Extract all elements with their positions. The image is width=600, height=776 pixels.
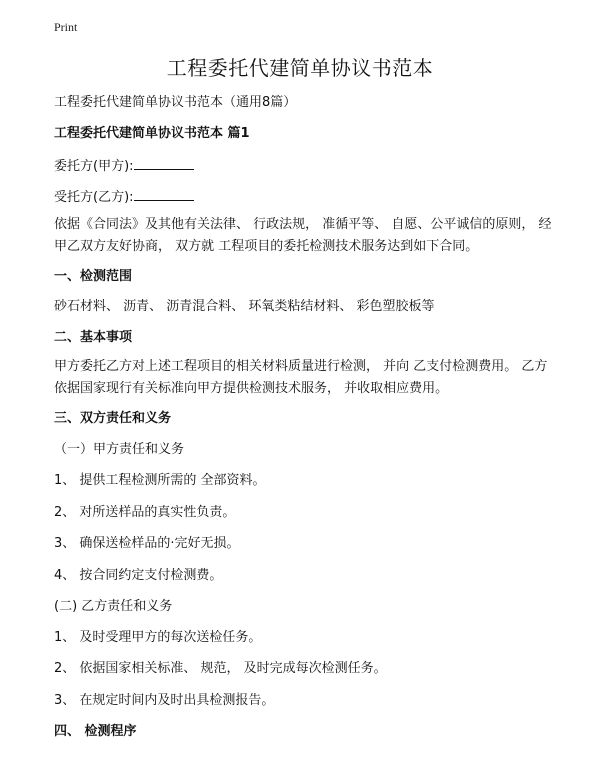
intro-paragraph: 依据《合同法》及其他有关法律、 行政法规， 准循平等、 自愿、公平诚信的原则， 经甲乙双方友好协商， 双方就 工程项目的委托检测技术服务达到如下合同。	[54, 217, 552, 254]
party-b-field	[54, 187, 194, 207]
list-item: 4、 按合同约定支付检测费。	[54, 568, 223, 583]
scope-text: 砂石材料、 沥青、 沥青混合料、 环氧类粘结材料、 彩色塑胶板等	[54, 299, 435, 314]
list-item: 3、 确保送检样品的·完好无损。	[54, 536, 240, 551]
list-item: 2、 对所送样品的真实性负责。	[54, 505, 236, 520]
section-heading: 工程委托代建简单协议书范本 篇1	[54, 126, 250, 141]
heading-scope: 一、检测范围	[54, 269, 133, 284]
list-item: 1、 及时受理甲方的每次送检任务。	[54, 630, 262, 645]
heading-procedure: 四、 检测程序	[54, 724, 137, 739]
list-item: 1、 提供工程检测所需的 全部资料。	[54, 473, 266, 488]
party-a-duties-heading: （一）甲方责任和义务	[54, 442, 185, 457]
list-item: 2、 依据国家相关标准、 规范， 及时完成每次检测任务。	[54, 661, 387, 676]
basic-paragraph: 甲方委托乙方对上述工程项目的相关材料质量进行检测， 并向 乙支付检测费用。 乙方依据国家现行有关标准向甲方提供检测技术服务， 并收取相应费用。	[54, 359, 548, 396]
party-b-label: 受托方(乙方):	[54, 190, 134, 205]
party-b-blank	[134, 187, 194, 201]
party-b-duties-heading: (二) 乙方责任和义务	[54, 599, 173, 614]
print-link[interactable]: Print	[54, 20, 78, 34]
heading-duties: 三、双方责任和义务	[54, 411, 172, 426]
document-subtitle: 工程委托代建简单协议书范本（通用8篇）	[54, 95, 297, 110]
document-title: 工程委托代建简单协议书范本	[166, 56, 434, 80]
party-a-label: 委托方(甲方):	[54, 159, 134, 174]
party-a-blank	[134, 156, 194, 170]
heading-basic: 二、基本事项	[54, 330, 133, 345]
list-item: 3、 在规定时间内及时出具检测报告。	[54, 693, 275, 708]
party-a-field	[54, 156, 194, 176]
